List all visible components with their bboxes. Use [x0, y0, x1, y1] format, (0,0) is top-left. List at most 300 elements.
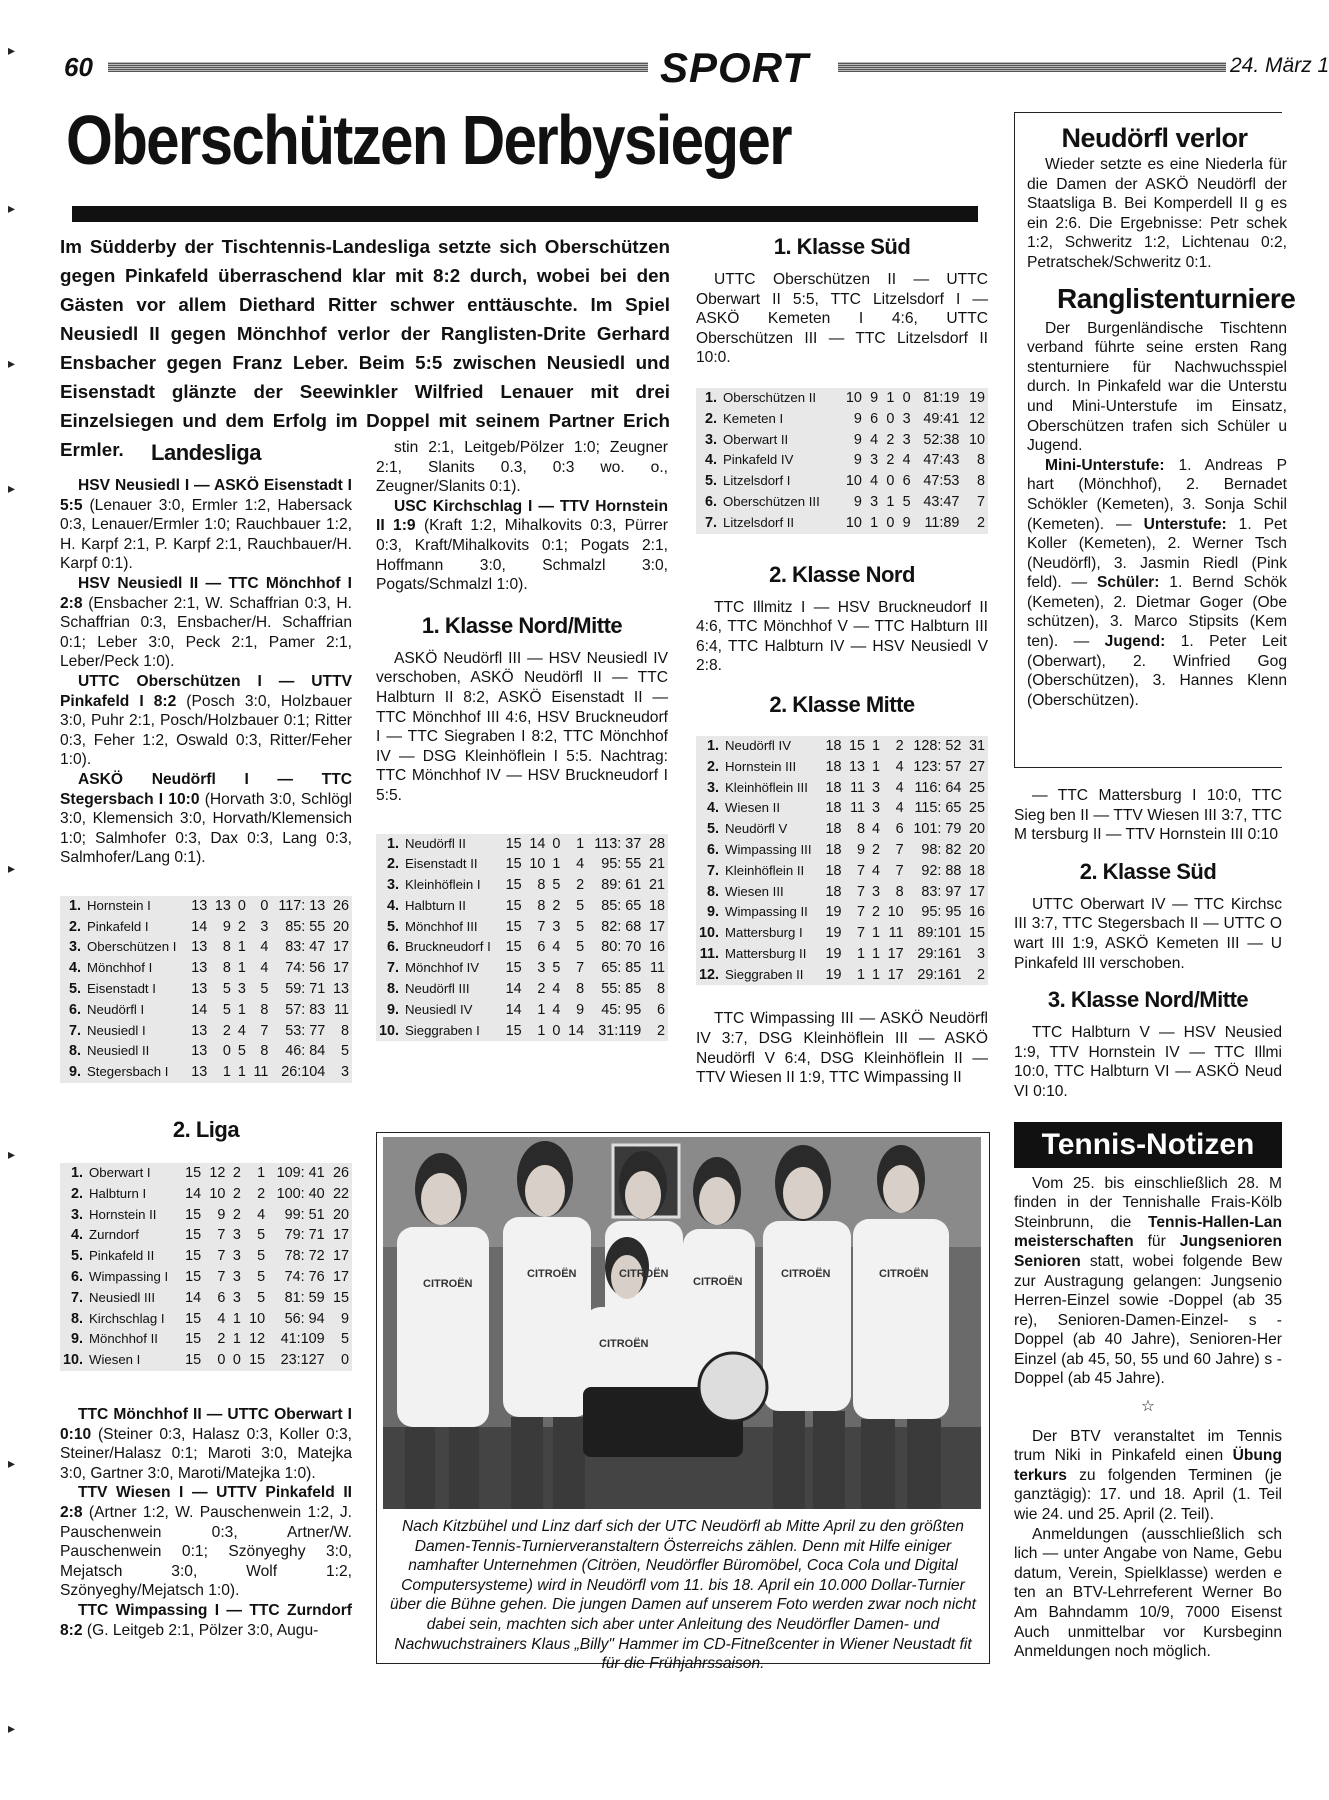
stat-cell: 45: 95 — [601, 1001, 642, 1018]
rank-cell: 4. — [68, 960, 81, 977]
stat-cell: 11 — [888, 925, 904, 942]
stat-cell: 0 — [340, 1352, 349, 1369]
team-cell: Kirchschlag I — [89, 1310, 165, 1326]
stat-cell: 2 — [232, 1165, 241, 1182]
table-row — [60, 1041, 352, 1062]
stat-cell: 1 — [537, 1022, 546, 1039]
stat-cell: 20 — [332, 1206, 349, 1223]
landesliga-title: Landesliga — [151, 440, 261, 465]
rangliste-title: Ranglistenturniere — [1057, 282, 1296, 314]
stat-cell: 7 — [857, 904, 866, 921]
stat-cell: 17 — [887, 945, 904, 962]
team-cell: Halbturn I — [89, 1185, 147, 1201]
stat-cell: 3 — [552, 918, 561, 935]
rank-cell: 3. — [387, 877, 400, 894]
stat-cell: 1 — [886, 389, 895, 406]
sued2-title: 2. Klasse Süd — [1079, 858, 1217, 884]
stat-cell: 53: 77 — [285, 1022, 326, 1039]
stat-cell: 0 — [552, 1022, 561, 1039]
team-cell: Pinkafeld IV — [723, 452, 794, 468]
stat-cell: 11 — [334, 1001, 349, 1018]
stat-cell: 2 — [872, 904, 881, 921]
rank-cell: 4. — [387, 897, 400, 914]
stat-cell: 6 — [902, 473, 911, 490]
stat-cell: 12 — [209, 1165, 226, 1182]
stat-cell: 83: 47 — [285, 939, 326, 956]
klasse-nord-results: TTC Illmitz I — HSV Bruckneudorf II 4:6, TTC Mönchhof V — TTC Halbturn III 6:4, TTC Halbturn IV — HSV Neusiedl V 2:8. — [696, 598, 988, 675]
stat-cell: 4 — [217, 1310, 226, 1327]
stat-cell: 15 — [505, 835, 522, 852]
stat-cell: 0 — [232, 1352, 241, 1369]
match-title: ASKÖ Neudörfl I — TTC Stegersbach I 10:0 — [60, 770, 352, 808]
rank-cell: 6. — [68, 1001, 81, 1018]
rank-cell: 4. — [707, 800, 720, 817]
stat-cell: 18 — [825, 841, 842, 858]
table-row — [60, 979, 352, 1000]
stat-cell: 17 — [332, 1227, 349, 1244]
team-cell: Mattersburg I — [725, 925, 803, 941]
rank-cell: 8. — [387, 981, 400, 998]
team-cell: Neudörfl III — [405, 981, 470, 997]
stat-cell: 15 — [249, 1352, 266, 1369]
team-cell: Neusiedl II — [87, 1043, 150, 1059]
binder-mark: ▸ — [8, 1720, 16, 1736]
rank-cell: 12. — [699, 966, 720, 983]
table-row — [60, 1062, 352, 1083]
stat-cell: 2 — [656, 1022, 665, 1039]
stat-cell: 5 — [576, 918, 585, 935]
stat-cell: 27 — [968, 758, 985, 775]
rank-cell: 2. — [387, 856, 400, 873]
team-cell: Neusiedl III — [89, 1289, 155, 1305]
stat-cell: 1 — [552, 856, 561, 873]
stat-cell: 3 — [872, 883, 881, 900]
team-cell: Litzelsdorf I — [723, 473, 791, 489]
stat-cell: 15 — [185, 1269, 202, 1286]
continued-results — [376, 438, 668, 595]
stat-cell: 1 — [872, 737, 881, 754]
rank-cell: 3. — [704, 431, 717, 448]
stat-cell: 41:109 — [280, 1331, 325, 1348]
page-number: 60 — [64, 52, 93, 82]
stat-cell: 46: 84 — [285, 1043, 326, 1060]
stat-cell: 5 — [552, 960, 561, 977]
stat-cell: 2 — [576, 877, 585, 894]
stat-cell: 10 — [209, 1185, 226, 1202]
stat-cell: 5 — [552, 877, 561, 894]
rank-cell: 1. — [68, 897, 81, 914]
rank-cell: 6. — [71, 1269, 84, 1286]
match-title: TTC Mönchhof II — UTTC Oberwart I 0:10 — [60, 1406, 352, 1443]
stat-cell: 0 — [886, 473, 895, 490]
stat-cell: 11:89 — [924, 514, 960, 531]
stat-cell: 13 — [849, 758, 866, 775]
stat-cell: 9 — [853, 431, 862, 448]
stat-cell: 15 — [849, 737, 866, 754]
rank-cell: 1. — [707, 737, 720, 754]
stat-cell: 17 — [887, 966, 904, 983]
photo-frame — [376, 1132, 990, 1673]
rank-cell: 2. — [68, 918, 81, 935]
category-label: Jugend: — [1104, 633, 1166, 651]
stat-cell: 1 — [872, 925, 881, 942]
stat-cell: 15 — [185, 1227, 202, 1244]
stat-cell: 3 — [870, 452, 879, 469]
rank-cell: 5. — [704, 473, 717, 490]
stat-cell: 52:38 — [923, 431, 960, 448]
stat-cell: 3 — [340, 1064, 349, 1081]
table-row — [60, 1205, 352, 1226]
team-cell: Hornstein I — [87, 897, 151, 913]
shirt-logo: CITROËN — [423, 1278, 473, 1290]
stat-cell: 109: 41 — [276, 1165, 325, 1182]
stat-cell: 13 — [191, 1022, 208, 1039]
team-cell: Wiesen III — [725, 883, 784, 899]
stat-cell: 5 — [257, 1289, 266, 1306]
stat-cell: 98: 82 — [921, 841, 962, 858]
landesliga-results — [60, 476, 352, 868]
stat-cell: 25 — [968, 800, 985, 817]
stat-cell: 8 — [576, 981, 585, 998]
team-cell: Wiesen II — [725, 800, 780, 816]
stat-cell: 9 — [340, 1310, 349, 1327]
table-row — [696, 840, 988, 861]
rank-cell: 7. — [704, 514, 717, 531]
stat-cell: 13 — [191, 939, 208, 956]
stat-cell: 0 — [886, 514, 895, 531]
result-paragraph: UTTC Oberschützen I — UTTV Pinkafeld I 8:2 (Posch 3:0, Holzbauer 3:0, Puhr 2:1, Posch/Holzbauer 0:1; Ritter 0:3, Feher 1:2, Oswald 0:3, Ritter/Feher 1:0). — [60, 672, 352, 769]
stat-cell: 65: 85 — [601, 960, 642, 977]
table-row — [696, 798, 988, 819]
stat-cell: 1 — [232, 1331, 241, 1348]
stat-cell: 0 — [237, 897, 246, 914]
stat-cell: 80: 70 — [601, 939, 642, 956]
column-4 — [1014, 112, 1296, 1662]
team-cell: Neusiedl IV — [405, 1001, 473, 1017]
table-row — [696, 923, 988, 944]
stat-cell: 3 — [237, 981, 246, 998]
stat-cell: 1 — [886, 493, 895, 510]
team-cell: Wiesen I — [89, 1352, 141, 1368]
stat-cell: 17 — [332, 1248, 349, 1265]
binder-mark: ▸ — [8, 860, 16, 876]
stat-cell: 19 — [968, 389, 985, 406]
match-title: UTTC Oberschützen I — UTTV Pinkafeld I 8:2 — [60, 672, 352, 710]
table-row — [60, 958, 352, 979]
stat-cell: 14 — [185, 1185, 202, 1202]
stat-cell: 15 — [505, 897, 522, 914]
stat-cell: 5 — [340, 1043, 349, 1060]
stat-cell: 18 — [968, 862, 985, 879]
stat-cell: 25 — [968, 779, 985, 796]
issue-date: 24. März 1 — [1230, 54, 1329, 77]
stat-cell: 7 — [260, 1022, 269, 1039]
stat-cell: 18 — [825, 821, 842, 838]
team-cell: Oberwart II — [723, 431, 789, 447]
team-cell: Neudörfl I — [87, 1001, 145, 1017]
neudoerfl-text: Wieder setzte es eine Niederla für die Damen der ASKÖ Neudörfl der Staatsliga B. Bei Komperdell II g es ein 2:6. Die Ergebnisse: Petr schek 1:2, Schweritz 1:2, Lichtenau 0:2, Petratschek/Schweritz 0:1. — [1027, 156, 1287, 271]
table-row — [60, 1021, 352, 1042]
rank-cell: 7. — [71, 1289, 84, 1306]
stat-cell: 17 — [332, 960, 349, 977]
stat-cell: 2 — [976, 966, 985, 983]
rank-cell: 4. — [71, 1227, 84, 1244]
binder-mark: ▸ — [8, 480, 16, 496]
team-cell: Wimpassing II — [725, 904, 808, 920]
lead-paragraph: Im Südderby der Tischtennis-Landesliga setzte sich Oberschützen gegen Pinkafeld überraschend klar mit 8:2 durch, wobei bei den Gästen vor allem Diethard Ritter schwer enttäuschte. Im Spiel Neusiedl II gegen Mönchhof verlor der Ranglisten-Drite Gerhard Ensbacher gegen Franz Leber. Beim 5:5 zwischen Neusiedl und Eisenstadt glänzte der Seewinkler Wilfried Lenauer mit drei Einzelsiegen und dem Erfolg im Doppel mit seinem Partner Erich Ermler. — [60, 236, 670, 460]
team-cell: Mönchhof II — [89, 1331, 158, 1347]
stat-cell: 9 — [222, 918, 231, 935]
stat-cell: 17 — [332, 1269, 349, 1286]
table-row — [696, 882, 988, 903]
stat-cell: 47:43 — [923, 452, 960, 469]
rank-cell: 9. — [71, 1331, 84, 1348]
liga2-results — [60, 1405, 352, 1640]
stat-cell: 8 — [895, 883, 904, 900]
stat-cell: 1 — [857, 945, 866, 962]
stat-cell: 0 — [552, 835, 561, 852]
shirt-logo: CITROËN — [599, 1338, 649, 1350]
stat-cell: 11 — [850, 779, 866, 796]
rangliste-text: Der Burgenländische Tischtenn verband führte seine ersten Rang stenturniere für Nachwuchsspiel durch. In Pinkafeld war die Unterstu und Mini-Unterstufe im Einsatz, Oberschützen trafen sich Schüler u Jugend. — [1027, 319, 1287, 455]
stat-cell: 7 — [976, 493, 985, 510]
stat-cell: 3 — [260, 918, 269, 935]
stat-cell: 13 — [191, 1064, 208, 1081]
stat-cell: 59: 71 — [285, 981, 326, 998]
stat-cell: 12 — [249, 1331, 266, 1348]
table-row — [376, 1021, 668, 1042]
stat-cell: 56: 94 — [284, 1310, 325, 1327]
result-paragraph: TTC Wimpassing I — TTC Zurndorf 8:2 (G. Leitgeb 2:1, Pölzer 3:0, Augu- — [60, 1601, 352, 1639]
rangliste-paragraph: Mini-Unterstufe: 1. Andreas P hart (Mönchhof), 2. Bernadet Schökler (Kemeten), 3. Sonja Schil (Kemeten). — Unterstufe: 1. Pet Koller (Kemeten), 2. Werner Tsch (Neudörfl), 3. Jasmin Riedl (Pink feld). — Schüler: 1. Bernd Schök (Kemeten), 2. Dietmar Goger (Obe schützen), 3. Marco Stipsits (Kem ten). — Jugend: 1. Peter Leit (Oberwart), 2. Winfried Gog (Oberschützen), 3. Hannes Klenn (Oberschützen). — [1027, 456, 1288, 709]
result-paragraph: ASKÖ Neudörfl I — TTC Stegersbach I 10:0 (Horvath 3:0, Schlögl 3:0, Klemensich 3:0, Horvath/Klemensich 1:0; Salmhofer 0:3, Dax 0:3, Lang 0:3, Salmhofer/Lang 0:1). — [60, 770, 353, 867]
stat-cell: 28 — [648, 835, 665, 852]
stat-cell: 2 — [895, 737, 904, 754]
nord-mitte-results: ASKÖ Neudörfl III — HSV Neusiedl IV verschoben, ASKÖ Neudörfl II — TTC Halbturn II 8:2, ASKÖ Eisenstadt II — TTC Mönchhof III 4:6, HSV Bruckneudorf I — TTC Siegraben I 8:2, TTC Mönchhof IV — DSG Kleinhöflein I 5:5. Nachtrag: TTC Mönchhof IV — HSV Bruckneudorf I 5:5. — [376, 649, 668, 804]
stat-cell: 18 — [825, 737, 842, 754]
rank-cell: 6. — [387, 939, 400, 956]
stat-cell: 14 — [505, 981, 522, 998]
stat-cell: 4 — [260, 960, 269, 977]
nm3-results: TTC Halbturn V — HSV Neusied 1:9, TTV Hornstein IV — TTC Illmi 10:0, TTC Halbturn VI — ASKÖ Neud VI 0:10. — [1014, 1024, 1282, 1100]
stat-cell: 4 — [257, 1206, 266, 1223]
stat-cell: 9 — [576, 1001, 585, 1018]
team-cell: Hornstein II — [89, 1206, 157, 1222]
table-row — [696, 757, 988, 778]
table-row — [696, 388, 988, 409]
neudoerfl-title: Neudörfl verlor — [1061, 123, 1248, 153]
stat-cell: 1 — [576, 835, 585, 852]
stat-cell: 89: 61 — [601, 877, 642, 894]
rank-cell: 2. — [71, 1185, 84, 1202]
stat-cell: 117: 13 — [278, 897, 326, 914]
shirt-logo: CITROËN — [693, 1276, 743, 1288]
table-row — [60, 917, 352, 938]
table-row — [376, 854, 668, 875]
stat-cell: 6 — [656, 1001, 665, 1018]
column-2 — [376, 438, 668, 1041]
team-cell: Pinkafeld I — [87, 918, 149, 934]
table-row — [376, 917, 668, 938]
klasse-sued-results: UTTC Oberschützen II — UTTC Oberwart II 5:5, TTC Litzelsdorf I — ASKÖ Kemeten I 4:6, UTTC Oberschützen III — TTC Litzelsdorf II 10:0. — [696, 271, 988, 367]
stat-cell: 47:53 — [923, 473, 960, 490]
stat-cell: 15 — [505, 1022, 522, 1039]
shirt-logo: CITROËN — [619, 1268, 669, 1280]
stat-cell: 10 — [845, 389, 862, 406]
stat-cell: 1 — [257, 1165, 266, 1182]
stat-cell: 14 — [529, 835, 546, 852]
rank-cell: 10. — [63, 1352, 84, 1369]
table-row — [696, 409, 988, 430]
stat-cell: 5 — [902, 493, 911, 510]
rank-cell: 5. — [68, 981, 81, 998]
table-row — [60, 1246, 352, 1267]
team-cell: Pinkafeld II — [89, 1248, 155, 1264]
stat-cell: 26:104 — [281, 1064, 326, 1081]
stat-cell: 15 — [332, 1289, 349, 1306]
stat-cell: 13 — [191, 897, 208, 914]
table-row — [60, 1350, 352, 1371]
rank-cell: 9. — [387, 1001, 400, 1018]
stat-cell: 3 — [232, 1248, 241, 1265]
stat-cell: 2 — [872, 841, 881, 858]
team-cell: Neudörfl V — [725, 821, 788, 837]
stat-cell: 7 — [895, 862, 904, 879]
team-cell: Neudörfl IV — [725, 737, 791, 753]
stat-cell: 3 — [232, 1227, 241, 1244]
stat-cell: 20 — [968, 841, 985, 858]
stat-cell: 3 — [902, 431, 911, 448]
stat-cell: 81:19 — [923, 389, 960, 406]
liga2-table — [60, 1163, 352, 1371]
stat-cell: 16 — [648, 939, 665, 956]
rank-cell: 8. — [68, 1043, 81, 1060]
stat-cell: 100: 40 — [276, 1185, 325, 1202]
stat-cell: 8 — [857, 821, 866, 838]
binder-mark: ▸ — [8, 42, 16, 58]
stat-cell: 3 — [232, 1289, 241, 1306]
stat-cell: 14 — [568, 1022, 585, 1039]
stat-cell: 5 — [340, 1331, 349, 1348]
table-row — [696, 450, 988, 471]
rank-cell: 10. — [379, 1022, 400, 1039]
team-cell: Oberschützen III — [723, 493, 820, 509]
match-title: HSV Neusiedl II — TTC Mönchhof I 2:8 — [60, 574, 352, 612]
category-label: Mini-Unterstufe: — [1045, 456, 1165, 474]
stat-cell: 9 — [870, 389, 879, 406]
stat-cell: 2 — [976, 514, 985, 531]
stat-cell: 8 — [222, 960, 231, 977]
stat-cell: 78: 72 — [284, 1248, 325, 1265]
stat-cell: 1 — [537, 1001, 546, 1018]
stat-cell: 10 — [968, 431, 985, 448]
table-row — [60, 1163, 352, 1184]
rank-cell: 3. — [71, 1206, 84, 1223]
stat-cell: 95: 55 — [601, 856, 642, 873]
stat-cell: 0 — [260, 897, 269, 914]
team-cell: Oberschützen I — [87, 939, 177, 955]
stat-cell: 5 — [237, 1043, 246, 1060]
rank-cell: 2. — [704, 410, 717, 427]
stat-cell: 128: 52 — [913, 737, 962, 754]
stat-cell: 74: 76 — [284, 1269, 325, 1286]
stat-cell: 14 — [505, 1001, 522, 1018]
headline-rule — [72, 206, 978, 222]
table-row — [696, 471, 988, 492]
stat-cell: 14 — [191, 918, 208, 935]
category-label: Unterstufe: — [1143, 515, 1227, 533]
team-cell: Wimpassing I — [89, 1269, 169, 1285]
headline: Oberschützen Derbysieger — [66, 101, 791, 179]
stat-cell: 18 — [825, 758, 842, 775]
table-row — [696, 819, 988, 840]
star-divider: ☆ — [1141, 1398, 1155, 1416]
stat-cell: 43:47 — [923, 493, 960, 510]
table-row — [60, 1000, 352, 1021]
table-row — [376, 834, 668, 855]
table-row — [60, 937, 352, 958]
stat-cell: 26 — [332, 897, 349, 914]
stat-cell: 5 — [576, 939, 585, 956]
team-cell: Halbturn II — [405, 897, 466, 913]
stat-cell: 8 — [976, 452, 985, 469]
table-row — [376, 896, 668, 917]
stat-cell: 18 — [648, 897, 665, 914]
tennis-notizen-text: Vom 25. bis einschließlich 28. M finden in der Tennishalle Frais-Kölb Steinbrunn, die Tennis-Hallen-Lan meisterschaften für Jungsenioren Senioren statt, wobei folgende Bew zur Austragung gelangen: Jungsenio Herren-Einzel sowie -Doppel (ab 35 re), Senioren-Damen-Einzel- s -Doppel (ab 40 Jahre), Senioren-Her Einzel (ab 45, 50, 55 und 60 Jahre) s -Doppel (ab 45 Jahre). ☆ Der BTV veranstaltet im Tennis trum Niki in Pinkafeld einen Übung terkurs zu folgenden Terminen (je ganztägig): 17. und 18. April (1. Teil wie 24. und 25. April (2. Teil). Anmeldungen (ausschließlich sch lich — unter Angabe von Name, Gebu datum, Verein, Spielklasse) werden e ten an BTV-Lehrreferent Werner Bo Am Bahndamm 10/9, 7000 Eisenst Auch unmittelbar vor Kursbeginn Anmeldungen noch möglich. — [1014, 1174, 1282, 1661]
stat-cell: 15 — [505, 939, 522, 956]
klasse-mitte-table — [696, 736, 988, 986]
team-cell: Oberwart I — [89, 1165, 151, 1181]
stat-cell: 113: 37 — [594, 835, 642, 852]
stat-cell: 9 — [853, 410, 862, 427]
rank-cell: 4. — [704, 452, 717, 469]
stat-cell: 0 — [222, 1043, 231, 1060]
stat-cell: 74: 56 — [285, 960, 326, 977]
rank-cell: 7. — [68, 1022, 81, 1039]
sued2-results: UTTC Oberwart IV — TTC Kirchsc III 3:7, TTC Stegersbach II — UTTC O wart III 1:9, ASKÖ Kemeten III — U Pinkafeld III verschoben. — [1014, 895, 1282, 972]
stat-cell: 4 — [552, 981, 561, 998]
binder-mark: ▸ — [8, 200, 16, 216]
team-cell: Neudörfl II — [405, 835, 466, 851]
stat-cell: 49:41 — [923, 410, 960, 427]
stat-cell: 13 — [332, 981, 349, 998]
stat-cell: 81: 59 — [284, 1289, 325, 1306]
stat-cell: 2 — [232, 1185, 241, 1202]
rank-cell: 6. — [704, 493, 717, 510]
header-rule-left — [108, 62, 648, 72]
stat-cell: 0 — [217, 1352, 226, 1369]
sidebar-box — [1014, 112, 1296, 768]
stat-cell: 4 — [552, 1001, 561, 1018]
stat-cell: 1 — [872, 945, 881, 962]
klasse-sued-title: 1. Klasse Süd — [773, 234, 911, 259]
match-title: TTV Wiesen I — UTTV Pinkafeld II 2:8 — [60, 1484, 352, 1521]
table-row — [696, 861, 988, 882]
stat-cell: 2 — [537, 981, 546, 998]
team-cell: Neusiedl I — [87, 1022, 146, 1038]
table-row — [376, 1000, 668, 1021]
stat-cell: 20 — [968, 821, 985, 838]
stat-cell: 8 — [537, 897, 546, 914]
category-label: Schüler: — [1097, 574, 1160, 592]
stat-cell: 18 — [825, 883, 842, 900]
shirt-logo: CITROËN — [781, 1268, 831, 1280]
team-cell: Stegersbach I — [87, 1064, 169, 1080]
stat-cell: 19 — [825, 966, 842, 983]
rank-cell: 8. — [707, 883, 720, 900]
column-3 — [696, 228, 988, 1088]
stat-cell: 31:119 — [598, 1022, 642, 1039]
